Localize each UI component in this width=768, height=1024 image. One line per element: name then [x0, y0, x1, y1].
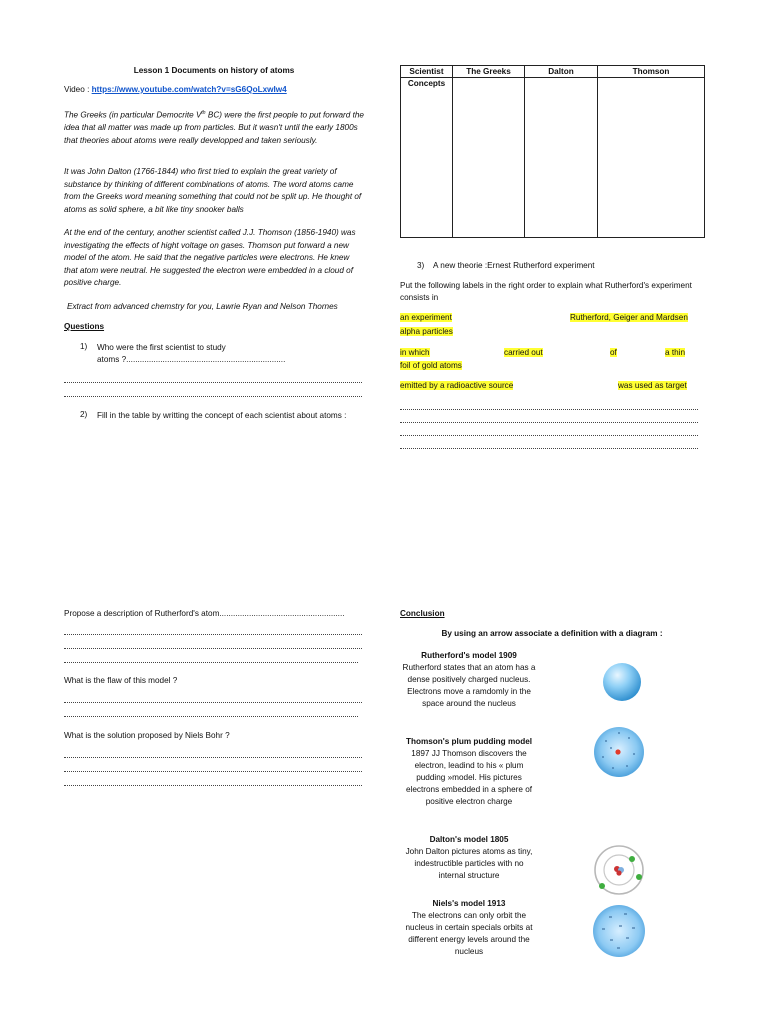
table-header-row: [401, 66, 705, 78]
label-target[interactable]: [618, 381, 687, 390]
cell-thomson-concept[interactable]: [598, 78, 705, 238]
definition-rutherford-text: Rutherford states that an atom has a dense positively charged nucleus. Electrons move a ramdomly in the space around the nucleus: [402, 663, 536, 708]
label-experiment-text: an experiment: [400, 313, 452, 322]
row-label-concepts: Concepts: [401, 78, 453, 238]
label-of[interactable]: [610, 348, 617, 357]
answer-line[interactable]: [64, 716, 358, 717]
paragraph-greeks-rest: BC) were the first people to put forward the idea that all matter was made up from particles. But it wasn't until the early 1800s that theories about atoms were really developped and taken seriously.: [64, 110, 364, 145]
header-dalton: Dalton: [525, 66, 598, 78]
question-1-line-1: Who were the first scientist to study: [97, 343, 226, 352]
label-thin[interactable]: [665, 348, 685, 357]
label-foil-text: foil of gold atoms: [400, 361, 462, 370]
answer-line[interactable]: [64, 396, 362, 397]
answer-line[interactable]: [64, 662, 358, 663]
label-emitted-text: emitted by a radioactive source: [400, 381, 514, 390]
header-greeks: The Greeks: [453, 66, 525, 78]
label-authors-text: Rutherford, Geiger and Mardsen: [570, 313, 688, 322]
answer-line[interactable]: [64, 757, 362, 758]
question-2: Fill in the table by writting the concept of each scientist about atoms :: [97, 411, 347, 420]
label-target-text: was used as target: [618, 381, 687, 390]
definition-thomson-title: Thomson's plum pudding model: [405, 737, 533, 746]
instruction-text: Put the following labels in the right order to explain what Rutherford's experiment consists in: [400, 281, 692, 302]
answer-line[interactable]: [400, 422, 698, 423]
label-authors[interactable]: [570, 313, 688, 322]
paragraph-greeks-start: The Greeks (in particular Democrite V: [64, 110, 202, 120]
header-scientist: Scientist: [401, 66, 453, 78]
answer-line[interactable]: [400, 448, 698, 449]
video-label: Video :: [64, 85, 92, 94]
source-citation: Extract from advanced chemstry for you, Lawrie Ryan and Nelson Thornes: [67, 302, 338, 311]
label-carried-out-text: carried out: [504, 348, 543, 357]
definition-dalton-text: John Dalton pictures atoms as tiny, indestructible particles with no internal structure: [405, 847, 533, 880]
solid-sphere-diagram[interactable]: [598, 656, 646, 708]
definition-rutherford-title: Rutherford's model 1909: [421, 651, 517, 660]
question-bohr: What is the solution proposed by Niels Bohr ?: [64, 731, 230, 740]
question-flaw: What is the flaw of this model ?: [64, 676, 178, 685]
definition-dalton-title: Dalton's model 1805: [429, 835, 509, 844]
answer-line[interactable]: [64, 648, 362, 649]
paragraph-greeks: [64, 107, 364, 148]
conclusion-instruction: By using an arrow associate a definition with a diagram :: [441, 629, 663, 638]
concepts-table: [400, 65, 705, 238]
definition-dalton[interactable]: [402, 834, 536, 882]
question-1-number: 1): [80, 342, 88, 351]
conclusion-heading: Conclusion: [400, 609, 445, 618]
definition-niels-text: The electrons can only orbit the nucleus in certain specials orbits at different energy levels around the nucleus: [405, 911, 533, 956]
question-1: [97, 342, 362, 366]
question-3-number: 3): [417, 261, 425, 270]
answer-line[interactable]: [400, 435, 698, 436]
header-thomson: Thomson: [598, 66, 705, 78]
answer-line[interactable]: [64, 702, 362, 703]
answer-line[interactable]: [400, 409, 698, 410]
video-link[interactable]: https://www.youtube.com/watch?v=sG6QoLxwIw4: [91, 85, 287, 94]
answer-line[interactable]: [64, 634, 362, 635]
paragraph-thomson: At the end of the century, another scientist called J.J. Thomson (1856-1940) was investigating the effects of hight voltage on gases. Thomson put forward a new model of the atom. He said that the negative particles were electrons. He knew that atom were neutral. He suggested the electron were embedded in a cloud of positive charge.: [64, 228, 356, 288]
label-foil[interactable]: [400, 361, 462, 370]
label-of-text: of: [610, 348, 617, 357]
definition-niels[interactable]: [402, 898, 536, 958]
plum-pudding-diagram[interactable]: [590, 902, 648, 960]
question-2-number: 2): [80, 410, 88, 419]
definition-rutherford[interactable]: [402, 650, 536, 710]
paragraph-dalton: It was John Dalton (1766-1844) who first tried to explain the great variety of substance by thinking of different combinations of atoms. The word atoms came from the Greeks word meaning something that could not be split up. He thought of atoms as solid sphere, a bit like tiny snooker balls: [64, 167, 362, 214]
bohr-orbit-diagram[interactable]: [590, 842, 648, 898]
table-row: [401, 78, 705, 238]
answer-line[interactable]: [64, 785, 362, 786]
label-in-which[interactable]: [400, 348, 430, 357]
cell-greeks-concept[interactable]: [453, 78, 525, 238]
label-emitted[interactable]: [400, 381, 513, 390]
definition-thomson[interactable]: [402, 736, 536, 808]
superscript-th: th: [201, 110, 206, 116]
answer-line[interactable]: [64, 382, 362, 383]
definition-niels-title: Niels's model 1913: [432, 899, 506, 908]
question-rutherford-description: Propose a description of Rutherford's atom.......................................................: [64, 609, 345, 618]
answer-line[interactable]: [64, 771, 362, 772]
definition-thomson-text: 1897 JJ Thomson discovers the electron, leadind to his « plum pudding »model. His pictures electrons embedded in a sphere of positive electron charge: [405, 749, 533, 806]
cell-dalton-concept[interactable]: [525, 78, 598, 238]
label-alpha-text: alpha particles: [400, 327, 453, 336]
questions-heading: Questions: [64, 322, 105, 331]
label-alpha[interactable]: [400, 327, 453, 336]
nucleus-electron-cloud-diagram[interactable]: [591, 724, 647, 780]
label-in-which-text: in which: [400, 348, 430, 357]
video-line: [64, 85, 364, 94]
question-1-line-2: atoms ?......................................................................: [97, 355, 286, 364]
label-experiment[interactable]: [400, 313, 452, 322]
label-thin-text: a thin: [665, 348, 686, 357]
lesson-title: Lesson 1 Documents on history of atoms: [133, 66, 295, 75]
question-3-title: A new theorie :Ernest Rutherford experiment: [433, 261, 595, 270]
label-carried-out[interactable]: [504, 348, 543, 357]
